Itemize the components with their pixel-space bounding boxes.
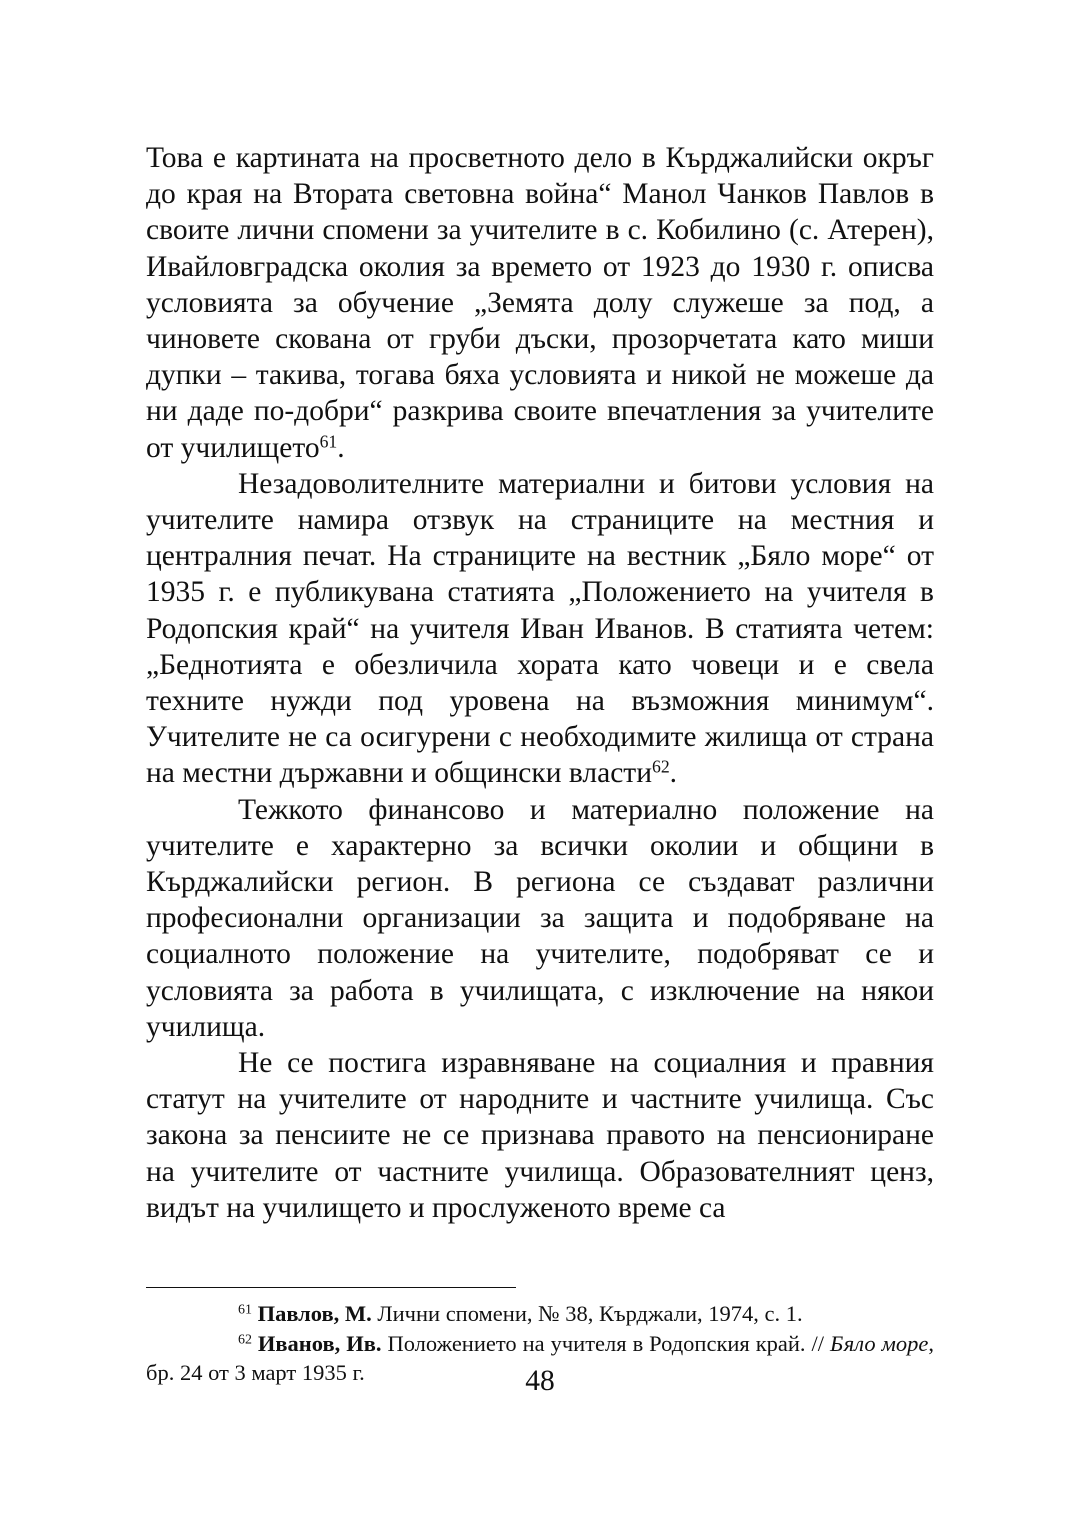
footnote-61 bbox=[146, 1299, 934, 1329]
paragraph-text: Това е картината на просветното дело в Кърджалийски окръг до края на Втората световна война“ Манол Чанков Павлов в своите лични спомени за учителите в с. Кобилино (с. Атерен), Ивайловградска околия за времето от 1923 до 1930 г. описва условията за обучение „Земята долу служеше за под, а чиновете скована от груби дъски, прозорчетата като миши дупки – такива, тогава бяха условията и никой не можеше да ни даде по-добри“ разкрива своите впечатления за учителите от училището bbox=[146, 142, 934, 464]
footnote-separator bbox=[146, 1287, 516, 1288]
footnote-ref-61: 61 bbox=[319, 430, 338, 451]
footnote-text: Положението на учителя в Родопския край. // bbox=[381, 1330, 830, 1356]
footnote-source-title: Бяло море bbox=[829, 1330, 929, 1356]
footnote-author: Иванов, Ив. bbox=[257, 1330, 382, 1356]
paragraph-text: Не се постига изравняване на социалния и правния статут на учителите от народните и частните училища. Със закона за пенсиите не се признава правото на пенсиониране на учителите от частните училища. Образователният ценз, видът на училището и прослуженото време са bbox=[146, 1047, 934, 1224]
paragraph-text: Незадоволителните материални и битови условия на учителите намира отзвук на страниците на местния и централния печат. На страниците на вестник „Бяло море“ от 1935 г. е публикувана статията „Положението на учителя в Родопския край“ на учителя Иван Иванов. В статията четем: „Беднотията е обезличила хората като човеци и е свела техните нужди под уровена на възможния минимум“. Учителите не са осигурени с необходимите жилища от страна на местни държавни и общински власти bbox=[146, 467, 934, 790]
paragraph-2 bbox=[146, 466, 934, 792]
paragraph-1 bbox=[146, 140, 934, 466]
footnote-number: 62 bbox=[238, 1331, 252, 1347]
body-text bbox=[146, 140, 934, 1226]
paragraph-text: . bbox=[669, 757, 678, 790]
footnote-author: Павлов, М. bbox=[257, 1301, 372, 1326]
page-number: 48 bbox=[525, 1365, 555, 1397]
paragraph-4 bbox=[146, 1045, 934, 1226]
footnote-text: Лични спомени, № 38, Кърджали, 1974, с. 1. bbox=[371, 1301, 803, 1326]
footnote-number: 61 bbox=[238, 1302, 252, 1318]
paragraph-text: Тежкото финансово и материално положение на учителите е характерно за всички околии и общини в Кърджалийски регион. В региона се създават различни професионални организации за защита и подобряване на социалното положение на учителите, подобряват се и условията за работа в училищата, с изключение на някои училища. bbox=[146, 793, 934, 1043]
paragraph-text: . bbox=[337, 431, 345, 464]
footnote-text: , бр. 24 от 3 март 1935 г. bbox=[146, 1330, 934, 1385]
footnote-ref-62: 62 bbox=[651, 756, 670, 777]
paragraph-3 bbox=[146, 792, 934, 1045]
